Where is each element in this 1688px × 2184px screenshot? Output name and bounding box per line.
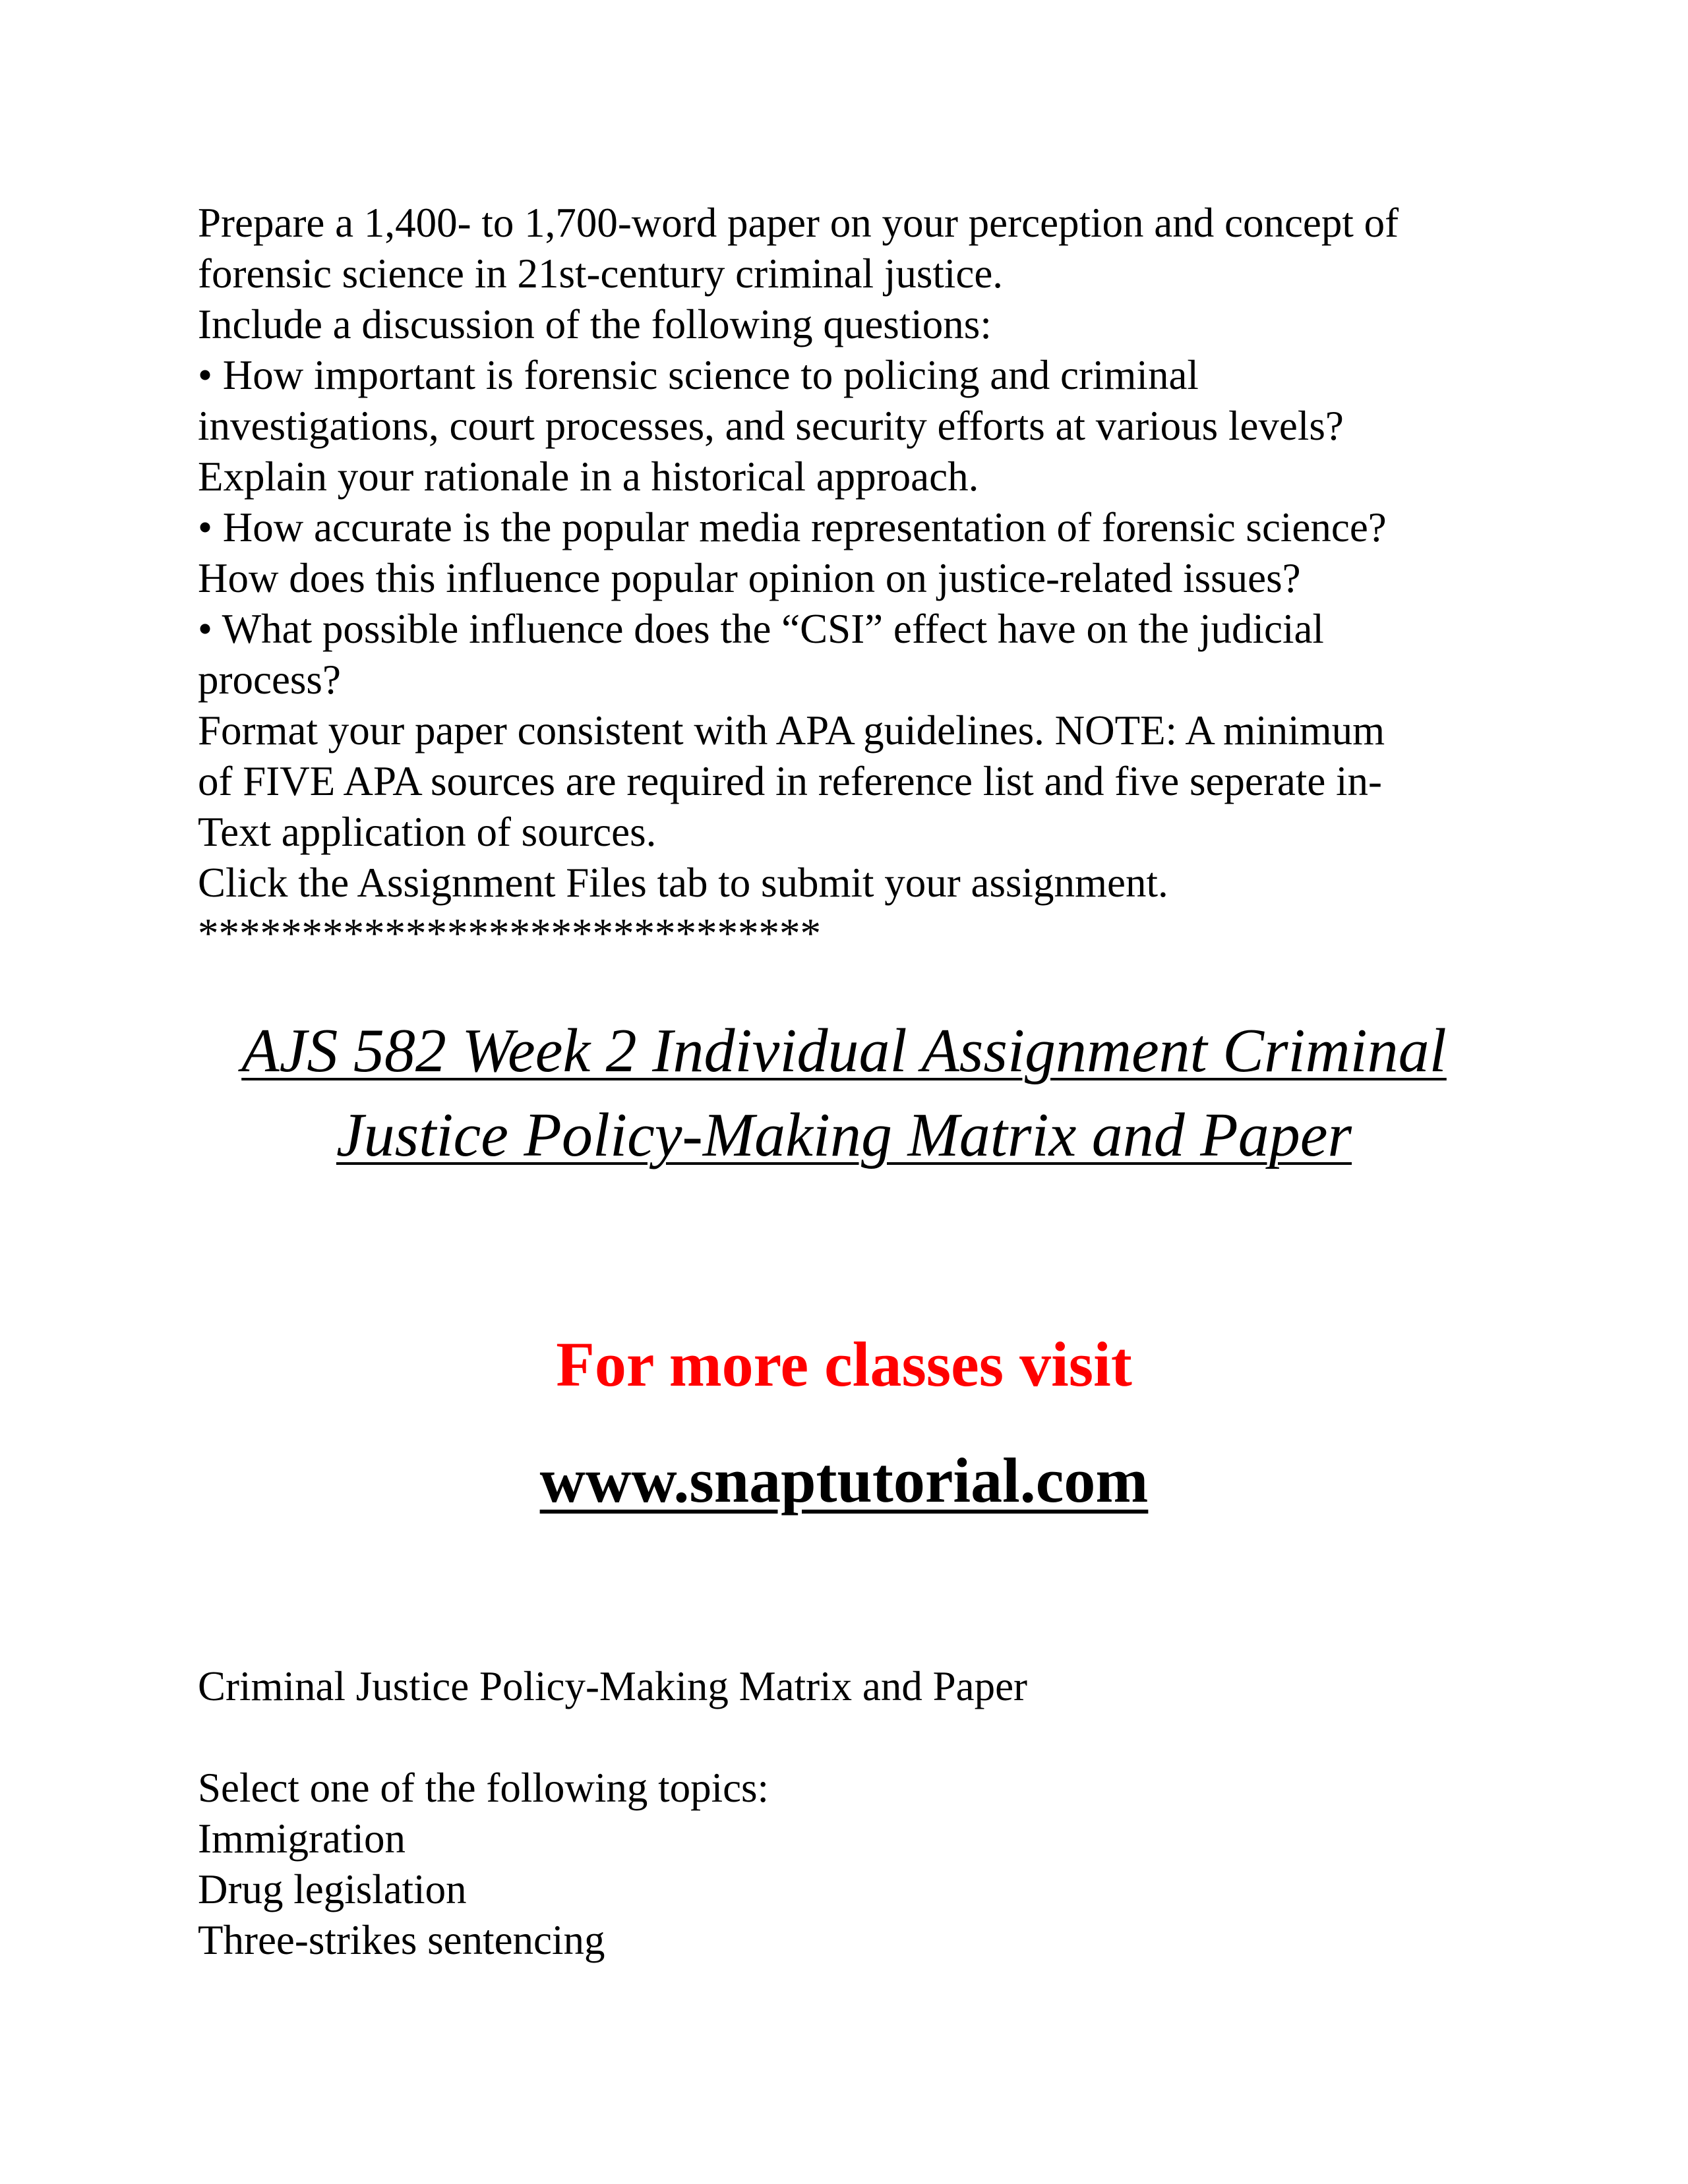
intro-line: Text application of sources. (198, 809, 657, 855)
assignment-title-line-2 (185, 1093, 1503, 1177)
intro-paragraph (198, 198, 1517, 959)
topic-item: Three-strikes sentencing (198, 1917, 605, 1963)
topic-item: Drug legislation (198, 1866, 467, 1912)
promo-visit-text: For more classes visit (556, 1329, 1132, 1400)
assignment-title-text-1: AJS 582 Week 2 Individual Assignment Criminal (241, 1017, 1447, 1085)
intro-line: process? (198, 657, 341, 703)
assignment-title-text-2: Justice Policy-Making Matrix and Paper (336, 1101, 1352, 1169)
intro-line: • How important is forensic science to policing and criminal (198, 352, 1199, 398)
intro-line: Format your paper consistent with APA guidelines. NOTE: A minimum (198, 707, 1385, 753)
intro-line: of FIVE APA sources are required in reference list and five seperate in- (198, 758, 1383, 804)
topic-item: Immigration (198, 1815, 406, 1862)
intro-line: Prepare a 1,400- to 1,700-word paper on your perception and concept of (198, 200, 1399, 246)
section-heading: Criminal Justice Policy-Making Matrix and Paper (198, 1663, 1028, 1709)
intro-line: Explain your rationale in a historical approach. (198, 454, 979, 500)
assignment-title (185, 1009, 1503, 1177)
intro-line: investigations, court processes, and security efforts at various levels? (198, 403, 1344, 449)
snaptutorial-link[interactable]: www.snaptutorial.com (539, 1445, 1149, 1516)
intro-line: Include a discussion of the following questions: (198, 301, 992, 347)
asterisk-separator: ****************************** (198, 910, 821, 957)
intro-line: How does this influence popular opinion on justice-related issues? (198, 555, 1301, 601)
promo-link-wrapper (185, 1441, 1503, 1520)
topics-list (198, 1763, 1517, 1966)
intro-line: Click the Assignment Files tab to submit your assignment. (198, 860, 1168, 906)
topics-intro: Select one of the following topics: (198, 1765, 769, 1811)
intro-line: • How accurate is the popular media representation of forensic science? (198, 504, 1387, 550)
intro-line: • What possible influence does the “CSI” effect have on the judicial (198, 606, 1324, 652)
intro-line: forensic science in 21st-century criminal justice. (198, 251, 1004, 297)
assignment-title-line-1 (185, 1009, 1503, 1093)
